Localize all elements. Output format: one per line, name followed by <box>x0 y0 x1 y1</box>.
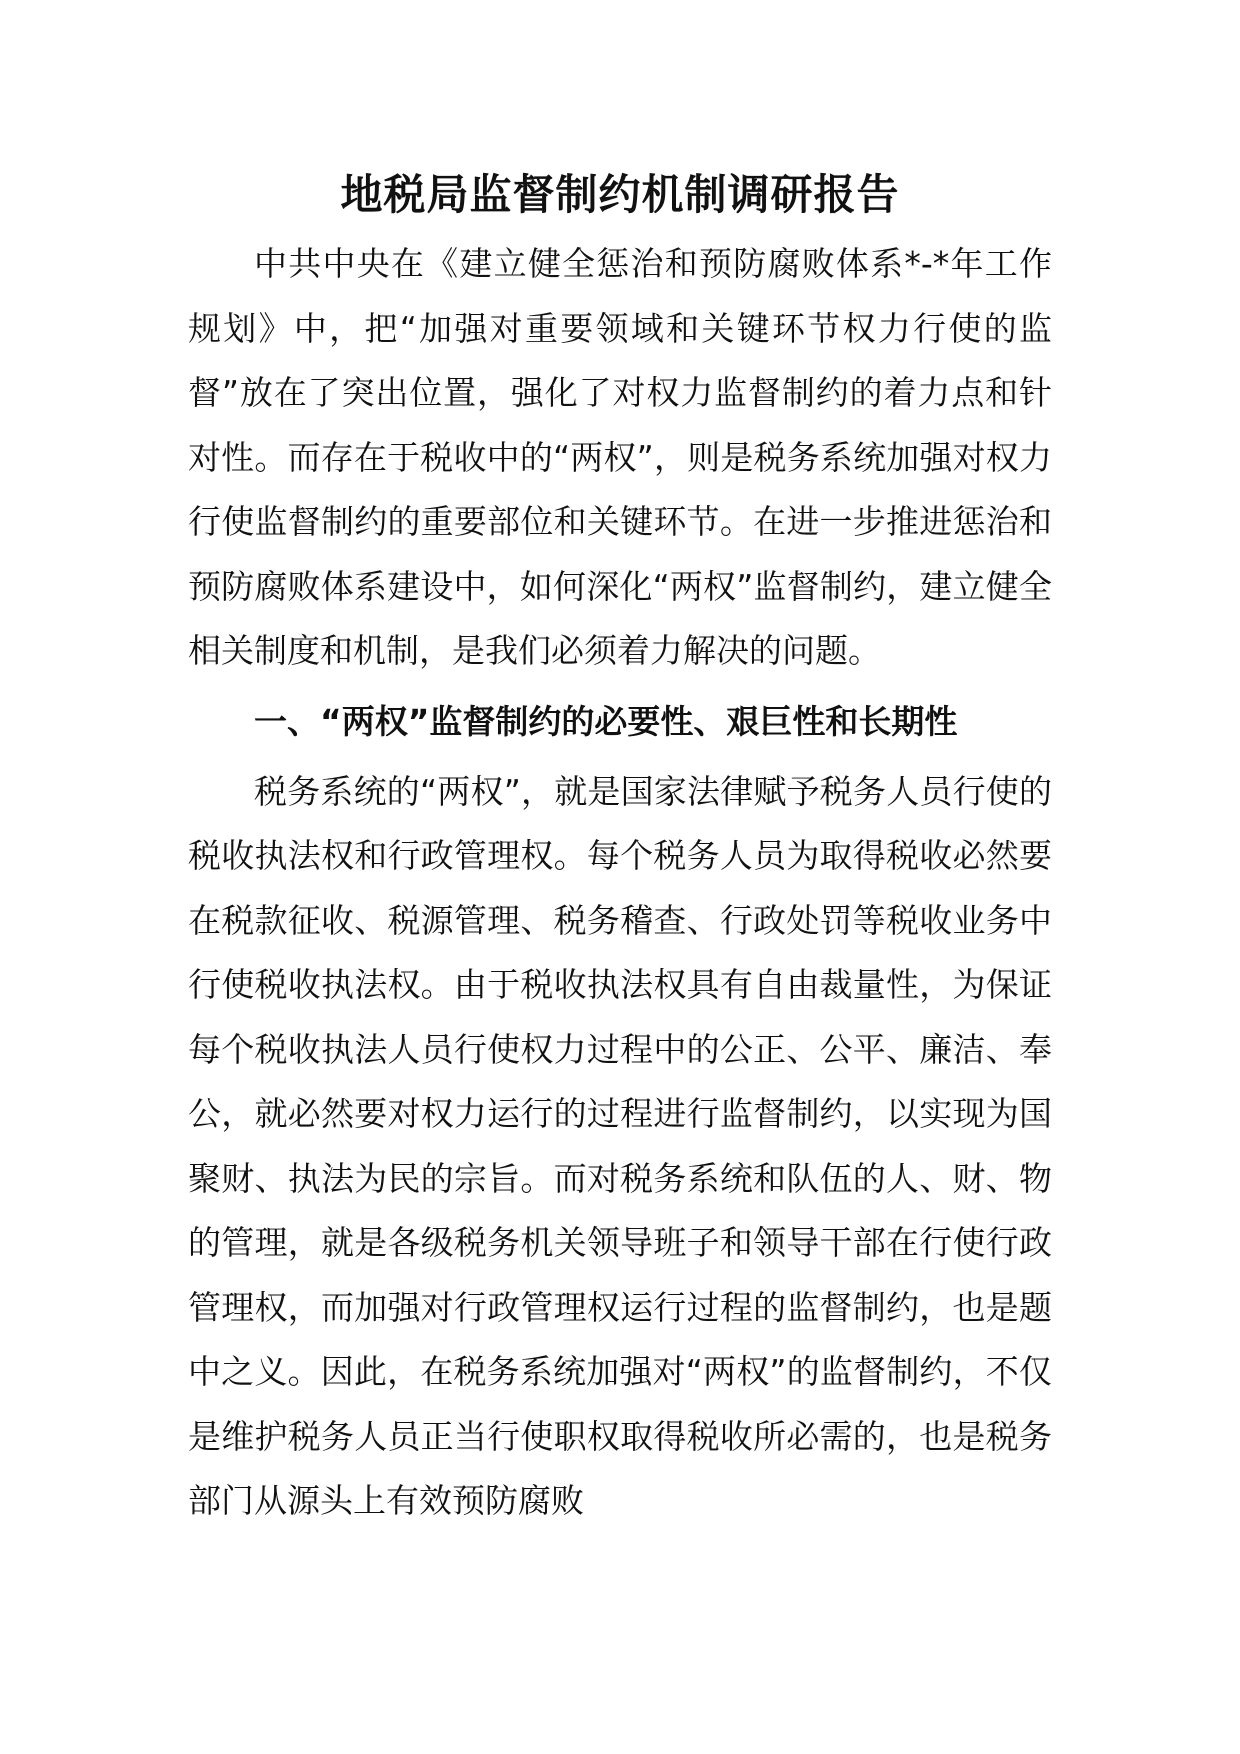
section-heading: 一、“两权”监督制约的必要性、艰巨性和长期性 <box>254 701 958 741</box>
body-paragraph: 中共中央在《建立健全惩治和预防腐败体系*-*年工作规划》中，把“加强对重要领域和关键环节权力行使的监督”放在了突出位置，强化了对权力监督制约的着力点和针对性。而存在于税收中的“两权”，则是税务系统加强对权力行使监督制约的重要部位和关键环节。在进一步推进惩治和预防腐败体系建设中，如何深化“两权”监督制约，建立健全相关制度和机制，是我们必须着力解决的问题。 <box>188 244 1052 670</box>
document-page <box>188 160 1052 1534</box>
document-title: 地税局监督制约机制调研报告 <box>340 170 900 219</box>
body-paragraph: 税务系统的“两权”，就是国家法律赋予税务人员行使的税收执法权和行政管理权。每个税务人员为取得税收必然要在税款征收、税源管理、税务稽查、行政处罚等税收业务中行使税收执法权。由于税收执法权具有自由裁量性，为保证每个税收执法人员行使权力过程中的公正、公平、廉洁、奉公，就必然要对权力运行的过程进行监督制约，以实现为国聚财、执法为民的宗旨。而对税务系统和队伍的人、财、物的管理，就是各级税务机关领导班子和领导干部在行使行政管理权，而加强对行政管理权运行过程的监督制约，也是题中之义。因此，在税务系统加强对“两权”的监督制约，不仅是维护税务人员正当行使职权取得税收所必需的，也是税务部门从源头上有效预防腐败 <box>188 771 1052 1520</box>
